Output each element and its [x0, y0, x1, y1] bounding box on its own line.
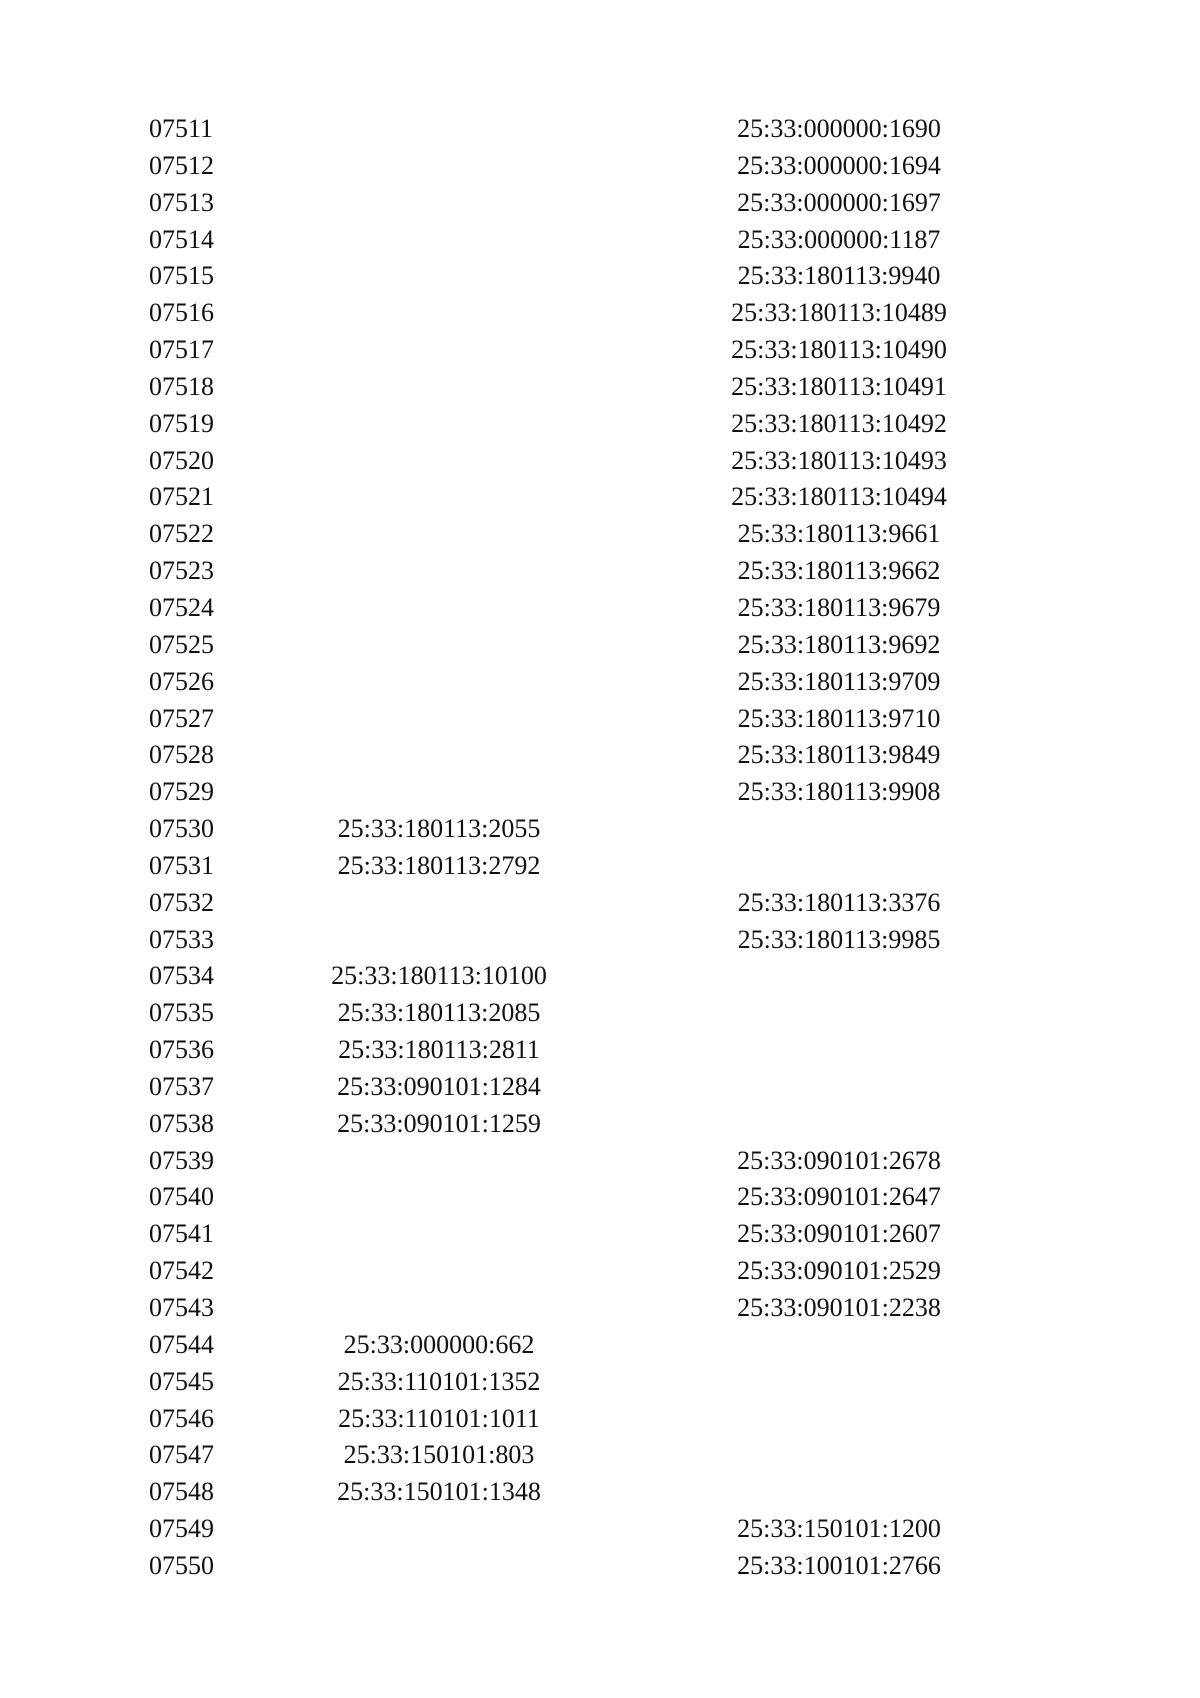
cadastral-number-col-a [289, 516, 589, 553]
table-row [149, 1032, 969, 1069]
row-number: 07545 [149, 1366, 214, 1396]
row-number: 07548 [149, 1477, 214, 1507]
table-row [149, 369, 969, 406]
row-number: 07544 [149, 1329, 214, 1359]
row-number: 07526 [149, 666, 214, 696]
cadastral-number-col-b [689, 1474, 989, 1511]
row-number: 07518 [149, 371, 214, 401]
cadastral-number-col-b [689, 848, 989, 885]
row-number: 07513 [149, 187, 214, 217]
row-number: 07524 [149, 592, 214, 622]
table-row [149, 1401, 969, 1438]
cadastral-number-col-b: 25:33:180113:9849 [737, 740, 941, 770]
row-number: 07536 [149, 1035, 214, 1065]
cadastral-number-col-a [289, 258, 589, 295]
row-number: 07546 [149, 1403, 214, 1433]
table-row [149, 295, 969, 332]
row-number: 07517 [149, 335, 214, 365]
cadastral-number-col-b: 25:33:090101:2607 [737, 1219, 941, 1249]
cadastral-number-col-a: 25:33:180113:2055 [337, 814, 541, 844]
row-number: 07542 [149, 1256, 214, 1286]
table-row [149, 1069, 969, 1106]
cadastral-number-col-a: 25:33:110101:1352 [337, 1366, 541, 1396]
row-number: 07547 [149, 1440, 214, 1470]
cadastral-number-col-a [289, 369, 589, 406]
cadastral-number-col-a: 25:33:090101:1259 [337, 1108, 541, 1138]
cadastral-number-col-b [689, 1069, 989, 1106]
cadastral-number-col-a [289, 553, 589, 590]
row-number: 07520 [149, 445, 214, 475]
row-number: 07530 [149, 814, 214, 844]
row-number: 07538 [149, 1108, 214, 1138]
table-row [149, 553, 969, 590]
cadastral-number-col-b: 25:33:180113:9661 [737, 519, 941, 549]
cadastral-number-col-b [689, 995, 989, 1032]
row-number: 07525 [149, 629, 214, 659]
row-number: 07527 [149, 703, 214, 733]
cadastral-number-col-a [289, 111, 589, 148]
row-number: 07532 [149, 887, 214, 917]
table-row [149, 995, 969, 1032]
row-number: 07512 [149, 150, 214, 180]
cadastral-number-col-a [289, 222, 589, 259]
table-row [149, 516, 969, 553]
cadastral-number-col-a [289, 701, 589, 738]
table-row [149, 1327, 969, 1364]
cadastral-number-col-a [289, 1143, 589, 1180]
cadastral-number-col-b: 25:33:180113:10491 [731, 371, 947, 401]
cadastral-number-col-b [689, 1032, 989, 1069]
cadastral-number-col-b [689, 1437, 989, 1474]
row-number: 07516 [149, 298, 214, 328]
cadastral-number-col-b: 25:33:180113:10489 [731, 298, 947, 328]
table-row [149, 1106, 969, 1143]
row-number: 07540 [149, 1182, 214, 1212]
cadastral-number-col-b [689, 1106, 989, 1143]
table-row [149, 1179, 969, 1216]
cadastral-number-col-b [689, 1327, 989, 1364]
table-row [149, 332, 969, 369]
table-row [149, 664, 969, 701]
table-row [149, 885, 969, 922]
cadastral-number-col-b: 25:33:180113:3376 [737, 887, 941, 917]
cadastral-number-col-a [289, 1179, 589, 1216]
cadastral-number-col-a: 25:33:180113:2085 [337, 998, 541, 1028]
table-row [149, 1216, 969, 1253]
cadastral-number-col-a [289, 406, 589, 443]
table-row [149, 148, 969, 185]
cadastral-number-col-b: 25:33:000000:1694 [737, 150, 941, 180]
cadastral-number-col-a [289, 590, 589, 627]
row-number: 07537 [149, 1071, 214, 1101]
cadastral-number-col-a: 25:33:180113:2811 [338, 1035, 540, 1065]
cadastral-number-col-b: 25:33:000000:1187 [737, 224, 941, 254]
row-number: 07519 [149, 408, 214, 438]
row-number: 07514 [149, 224, 214, 254]
cadastral-number-col-b: 25:33:180113:9940 [737, 261, 941, 291]
cadastral-number-col-a [289, 443, 589, 480]
row-number: 07531 [149, 850, 214, 880]
cadastral-number-col-a [289, 885, 589, 922]
cadastral-number-col-a [289, 737, 589, 774]
cadastral-number-col-a: 25:33:150101:803 [343, 1440, 535, 1470]
table-row [149, 811, 969, 848]
cadastral-number-col-b [689, 811, 989, 848]
cadastral-number-col-b: 25:33:180113:9710 [737, 703, 941, 733]
table-row [149, 848, 969, 885]
cadastral-number-col-a [289, 1511, 589, 1548]
row-number: 07522 [149, 519, 214, 549]
cadastral-number-col-a: 25:33:150101:1348 [337, 1477, 541, 1507]
table-row [149, 958, 969, 995]
cadastral-number-col-b [689, 1364, 989, 1401]
table-row [149, 774, 969, 811]
row-number: 07529 [149, 777, 214, 807]
cadastral-number-col-a: 25:33:000000:662 [343, 1329, 535, 1359]
table-row [149, 258, 969, 295]
row-number: 07523 [149, 556, 214, 586]
cadastral-number-col-a [289, 774, 589, 811]
cadastral-number-col-b: 25:33:000000:1690 [737, 114, 941, 143]
table-row [149, 1253, 969, 1290]
cadastral-number-col-a [289, 185, 589, 222]
row-number: 07511 [149, 114, 214, 143]
cadastral-number-col-a [289, 1548, 589, 1585]
row-number: 07528 [149, 740, 214, 770]
cadastral-number-col-a [289, 295, 589, 332]
cadastral-number-col-b: 25:33:180113:10494 [731, 482, 947, 512]
table-row [149, 627, 969, 664]
row-number: 07541 [149, 1219, 214, 1249]
cadastral-number-col-a [289, 1290, 589, 1327]
row-number: 07550 [149, 1550, 214, 1580]
cadastral-number-col-b: 25:33:090101:2529 [737, 1256, 941, 1286]
table-row [149, 1474, 969, 1511]
cadastral-number-col-a [289, 664, 589, 701]
cadastral-number-col-b: 25:33:180113:9908 [737, 777, 941, 807]
cadastral-number-col-a [289, 332, 589, 369]
table-row [149, 1290, 969, 1327]
cadastral-number-col-a: 25:33:180113:10100 [331, 961, 547, 991]
row-number: 07534 [149, 961, 214, 991]
cadastral-number-col-a [289, 1216, 589, 1253]
table-row [149, 185, 969, 222]
cadastral-number-col-b: 25:33:180113:9662 [737, 556, 941, 586]
row-number: 07521 [149, 482, 214, 512]
table-row [149, 1548, 969, 1585]
cadastral-number-col-a: 25:33:090101:1284 [337, 1071, 541, 1101]
cadastral-number-col-a [289, 1253, 589, 1290]
table-row [149, 111, 969, 148]
cadastral-number-col-a [289, 479, 589, 516]
record-table [149, 111, 969, 1585]
table-row [149, 443, 969, 480]
cadastral-number-col-a [289, 627, 589, 664]
table-row [149, 222, 969, 259]
cadastral-number-col-b: 25:33:180113:10493 [731, 445, 947, 475]
cadastral-number-col-b: 25:33:090101:2238 [737, 1293, 941, 1322]
table-row [149, 737, 969, 774]
cadastral-number-col-b: 25:33:180113:10490 [731, 335, 947, 365]
cadastral-number-col-a [289, 922, 589, 959]
table-row [149, 1511, 969, 1548]
row-number: 07533 [149, 924, 214, 954]
table-row [149, 479, 969, 516]
cadastral-number-col-b: 25:33:180113:10492 [731, 408, 947, 438]
table-row [149, 922, 969, 959]
cadastral-number-col-a: 25:33:110101:1011 [338, 1403, 540, 1433]
cadastral-number-col-b [689, 1401, 989, 1438]
cadastral-number-col-b: 25:33:000000:1697 [737, 187, 941, 217]
table-row [149, 1143, 969, 1180]
table-row [149, 701, 969, 738]
row-number: 07543 [149, 1293, 214, 1322]
table-row [149, 1437, 969, 1474]
row-number: 07539 [149, 1145, 214, 1175]
table-row [149, 1364, 969, 1401]
cadastral-number-col-b: 25:33:090101:2647 [737, 1182, 941, 1212]
cadastral-number-col-b: 25:33:180113:9709 [737, 666, 941, 696]
row-number: 07515 [149, 261, 214, 291]
cadastral-number-col-b: 25:33:100101:2766 [737, 1550, 941, 1580]
row-number: 07549 [149, 1514, 214, 1544]
cadastral-number-col-b: 25:33:150101:1200 [737, 1514, 941, 1544]
cadastral-number-col-b: 25:33:180113:9985 [737, 924, 941, 954]
cadastral-number-col-a [289, 148, 589, 185]
table-row [149, 590, 969, 627]
cadastral-number-col-b [689, 958, 989, 995]
cadastral-number-col-b: 25:33:090101:2678 [737, 1145, 941, 1175]
cadastral-number-col-b: 25:33:180113:9679 [737, 592, 941, 622]
table-row [149, 406, 969, 443]
cadastral-number-col-b: 25:33:180113:9692 [737, 629, 941, 659]
cadastral-number-col-a: 25:33:180113:2792 [337, 850, 541, 880]
row-number: 07535 [149, 998, 214, 1028]
